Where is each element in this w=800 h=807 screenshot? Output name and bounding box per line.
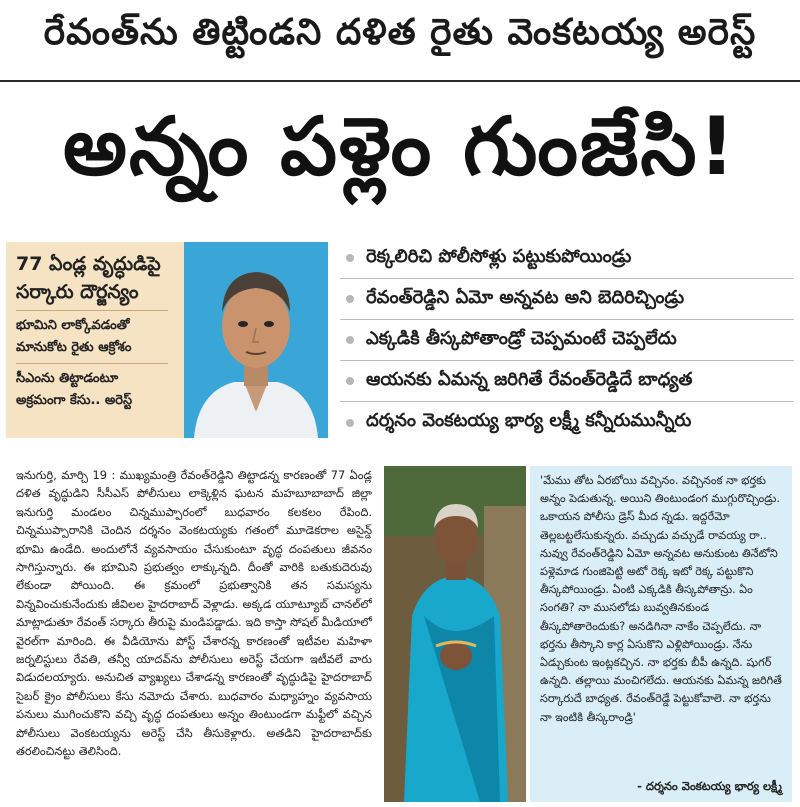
kicker-headline: రేవంత్‌ను తిట్టిండని దళిత రైతు వెంకటయ్య అరెస్ట్ <box>43 12 757 53</box>
bullet-item <box>340 279 794 320</box>
portrait-photo <box>184 242 328 438</box>
quote-box <box>530 466 792 802</box>
bullet-dot <box>346 419 354 427</box>
profile-divider <box>16 310 168 311</box>
bullet-dot <box>346 295 354 303</box>
article-body: ఇనుగుర్తి, మార్చి 19 : ముఖ్యమంత్రి రేవంత్‌రెడ్డిని తిట్టాడన్న కారణంతో 77 ఏండ్ల దళిత వృద్ధుడిని సీసీఎస్ పోలీసులు లాక్కెళ్లిన ఘటన మహబూబాబాద్ జిల్లా ఇనుగుర్తి మండలం చిన్నముప్పారంలో బుధవారం కలకలం రేపింది. చిన్నముప్పారానికి చెందిన దర్శనం వెంకటయ్యకు గతంలో మూడెకరాల అసైన్డ్ భూమి ఉండేది. అందులోనే వ్యవసాయం చేసుకుంటూ వృద్ధ దంపతులు జీవనం సాగిస్తున్నారు. ఈ భూమిని ప్రభుత్వం లాక్కున్నది. దీంతో వారికి బతుకుదెరువు లేకుండా పోయింది. ఈ క్రమంలో ప్రభుత్వానికి తన సమస్యను విన్నవించుకునేందుకు జీవిలల హైదరాబాద్ వెళ్లాడు. అక్కడ యూట్యూబ్ చానల్‌లో మాట్లాడుతూ రేవంత్ సర్కారు తీరుపై మండిపడ్డాడు. ఇది కాస్తా సోషల్ మీడియాలో వైరల్‌గా మారింది. ఈ వీడియోను పోస్ట్ చేశారన్న కారణంతో ఇటీవల మహిళా జర్నలిస్టులు రేవతి, తన్వీ యాదవ్‌ను పోలీసులు అరెస్ట్ చేయగా ఇటీవలే వారు విడుదలయ్యారు. అనుచిత వ్యాఖ్యలు చేశాడన్న కారణంతో వృద్ధుడిపై హైదరాబాద్ సైబర్ క్రైం పోలీసులు కేసు నమోదు చేశారు. బుధవారం మధ్యాహ్నం వ్యవసాయ పనులు ముగించుకొని వచ్చి వృద్ధ దంపతులు అన్నం తింటుండగా మఫ్టీలో వచ్చిన పోలీసులు వెంకటయ్యను అరెస్ట్ చేసి తీసుకెళ్లారు. అతడిని హైదరాబాద్‌కు తరలించినట్టు తెలిసింది. <box>16 468 372 759</box>
main-headline: అన్నం పళ్లెం గుంజేసి! <box>62 99 738 193</box>
wife-photo <box>384 466 526 802</box>
profile-line-3: భూమిని లాక్కోవడంతో <box>16 318 130 333</box>
bullet-text: దర్శనం వెంకటయ్య భార్య లక్ష్మీ కన్నీరుమున్నీరు <box>366 410 692 431</box>
bullet-text: ఆయనకు ఏమన్న జరిగితే రేవంత్‌రెడ్డిదే బాధ్యత <box>366 368 693 390</box>
profile-caption <box>6 242 178 438</box>
bullet-item <box>340 320 794 361</box>
bullet-item <box>340 402 794 443</box>
quote-text: 'మేము తోట ఏరబోయి వచ్చినం. వచ్చినంక నా భర్తకు అన్నం పెడుతున్న. అయిని తింటుండంగ ముగ్గురొచ్చిండ్రు. ఒకాయన పోలీసు డ్రెస్ మీద న్నడు. ఇద్దరేమో తెల్లబట్టలేసుకున్నరు. వచ్చుడు వచ్చుడే రావయ్య రా.. నువ్వు రేవంత్‌రెడ్డిని ఏమో అన్నవట అనుకుంట తినేటోని పళ్లెమాడ గుంజిపెట్టి అటో రెక్క ఇటో రెక్క పట్టుకొని తీస్కపోయిండ్రు. ఏంటి ఎక్కడికి తీస్కపోతాన్రు. ఏం సంగతి? నా ముసలోడు బువ్వతినకుండ తీస్కపోతారెందుకు? అనడిగినా నాకేం చెప్పలేదు. నా భర్తను తీస్కొని కార్ల ఏసుకొని ఎళ్లిపోయిండ్రు. నేను ఏడ్చుకుంట ఇంట్లకచ్చిన. నా భర్తకు బీపీ ఉన్నది. షుగర్ ఉన్నది. తల్లాయి మంచిగలేదు. ఆయనకు ఏమన్న జరిగితే సర్కారుదే బాధ్యత. రేవంత్‌రెడ్డే పెట్టుకోవాలె. నా భర్తను నా ఇంటికి తీస్కరాండ్రి' <box>540 474 782 724</box>
bullet-item <box>340 361 794 402</box>
headline-divider <box>0 80 800 82</box>
quote-attribution: - దర్శనం వెంకటయ్య భార్య లక్ష్మీ <box>637 779 782 793</box>
profile-line-5: సీఎంను తిట్టాడంటూ <box>16 371 119 386</box>
bullet-text: రెక్కలిరిచి పోలీసోళ్లు పట్టుకుపోయిండ్రు <box>366 245 632 267</box>
profile-line-2: సర్కారు దౌర్జన్యం <box>16 281 139 303</box>
profile-divider <box>16 363 168 364</box>
profile-line-1: 77 ఏండ్ల వృద్ధుడిపై <box>16 253 161 275</box>
bullet-item <box>340 238 794 279</box>
profile-line-4: మానుకోట రైతు ఆక్రోశం <box>16 340 132 355</box>
wife-illustration <box>384 466 526 802</box>
bullet-dot <box>346 336 354 344</box>
profile-box <box>6 242 328 438</box>
bullet-text: ఎక్కడికి తీస్కపోతాండ్రో చెప్పమంటే చెప్పలేదు <box>366 327 677 349</box>
bullet-list <box>340 238 794 444</box>
bullet-text: రేవంత్‌రెడ్డిని ఏమో అన్నవట అని బెదిరిచ్చిండ్రు <box>366 286 685 308</box>
bullet-dot <box>346 254 354 262</box>
profile-line-6: అక్రమంగా కేసు.. అరెస్ట్ <box>16 393 133 408</box>
portrait-illustration <box>184 242 328 438</box>
bullet-dot <box>346 377 354 385</box>
